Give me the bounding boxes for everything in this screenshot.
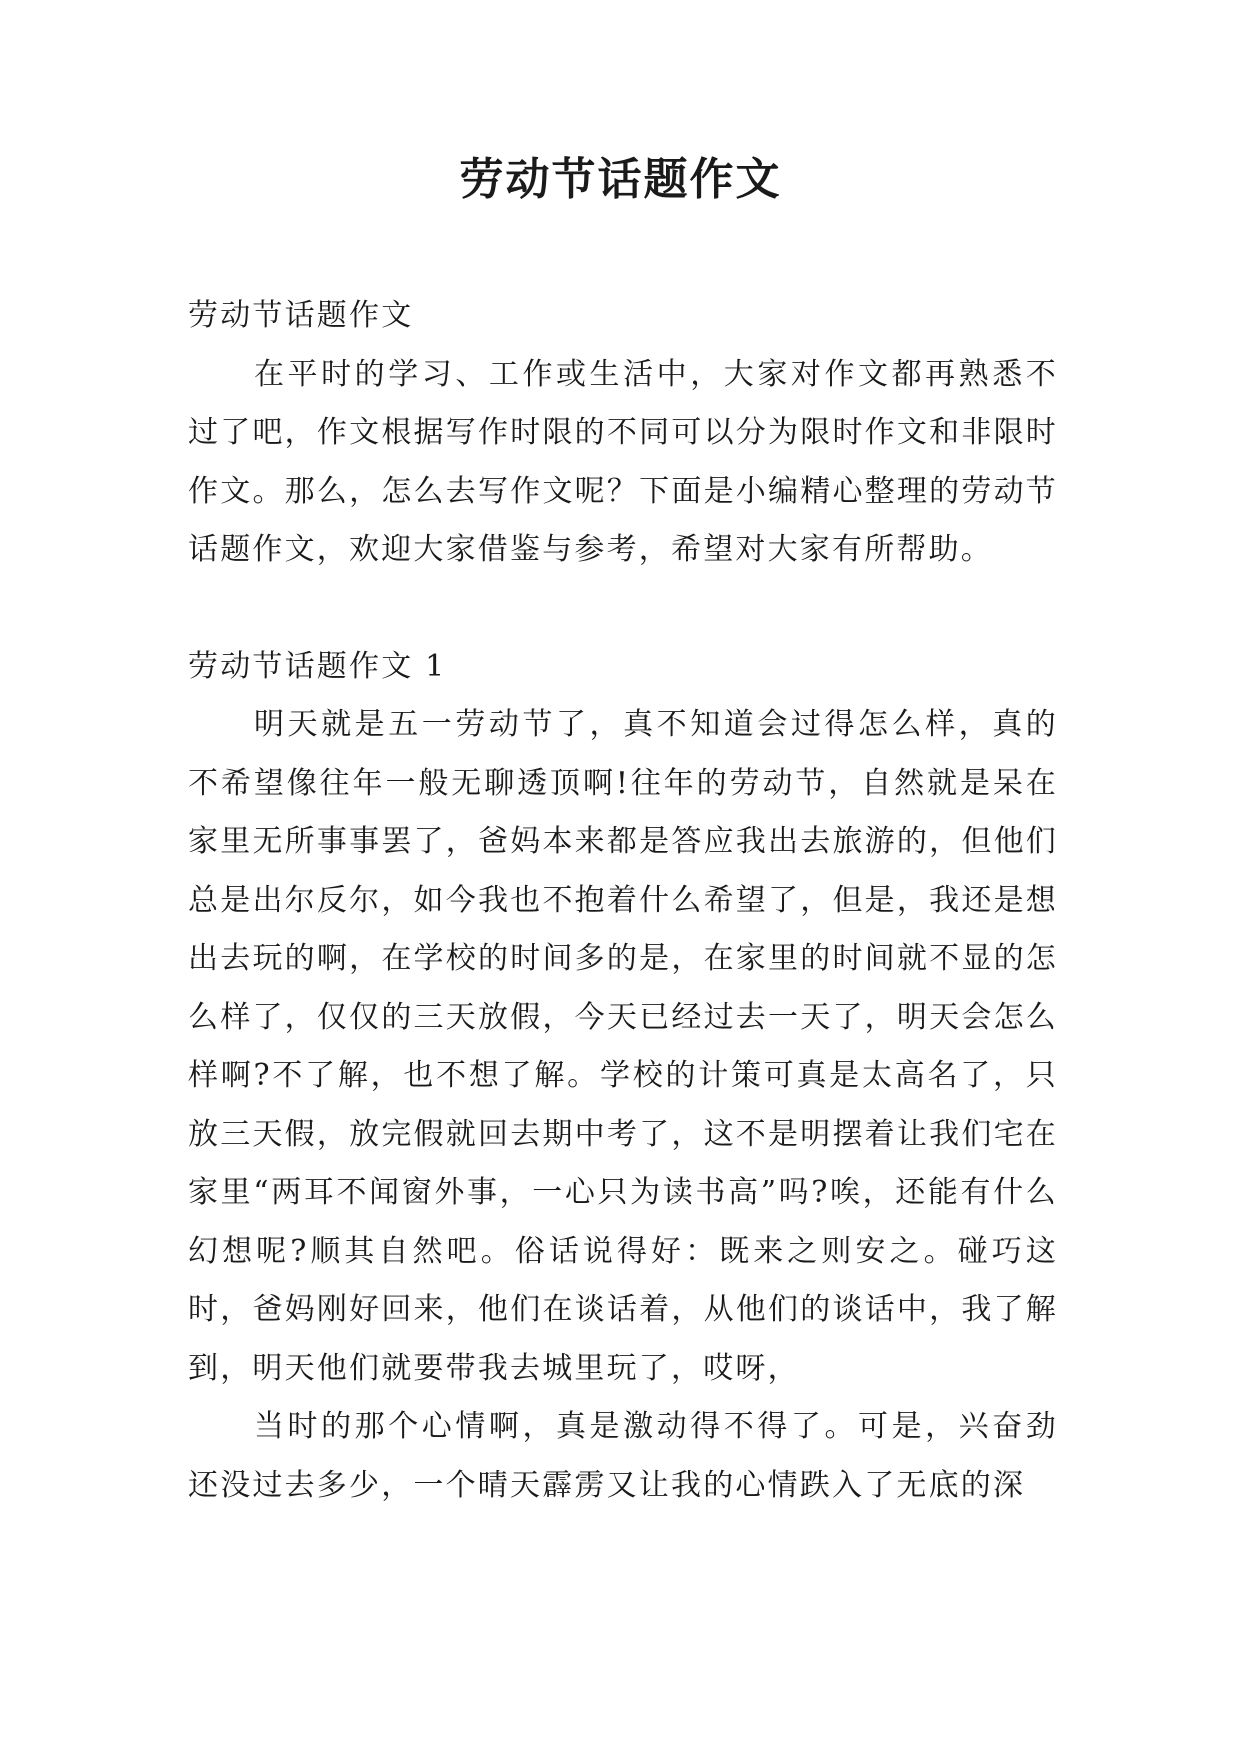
- document-body: [188, 287, 1058, 1515]
- intro-paragraph: 在平时的学习、工作或生活中，大家对作文都再熟悉不过了吧，作文根据写作时限的不同可以分为限时作文和非限时作文。那么，怎么去写作文呢？下面是小编精心整理的劳动节话题作文，欢迎大家借鉴与参考，希望对大家有所帮助。: [188, 356, 1058, 567]
- intro-heading: 劳动节话题作文: [188, 298, 414, 333]
- document-title: 劳动节话题作文: [459, 154, 782, 205]
- section-spacer: [188, 580, 1058, 638]
- section1-paragraph-1: 明天就是五一劳动节了，真不知道会过得怎么样，真的不希望像往年一般无聊透顶啊!往年的劳动节，自然就是呆在家里无所事事罢了，爸妈本来都是答应我出去旅游的，但他们总是出尔反尔，如今我也不抱着什么希望了，但是，我还是想出去玩的啊，在学校的时间多的是，在家里的时间就不显的怎么样了，仅仅的三天放假，今天已经过去一天了，明天会怎么样啊?不了解，也不想了解。学校的计策可真是太高名了，只放三天假，放完假就回去期中考了，这不是明摆着让我们宅在家里“两耳不闻窗外事，一心只为读书高”吗?唉，还能有什么幻想呢?顺其自然吧。俗话说得好：既来之则安之。碰巧这时，爸妈刚好回来，他们在谈话着，从他们的谈话中，我了解到，明天他们就要带我去城里玩了，哎呀，: [188, 707, 1058, 1386]
- section1-paragraph-2: 当时的那个心情啊，真是激动得不得了。可是，兴奋劲还没过去多少，一个晴天霹雳又让我的心情跌入了无底的深: [188, 1409, 1058, 1503]
- section1-heading: 劳动节话题作文 1: [188, 648, 447, 684]
